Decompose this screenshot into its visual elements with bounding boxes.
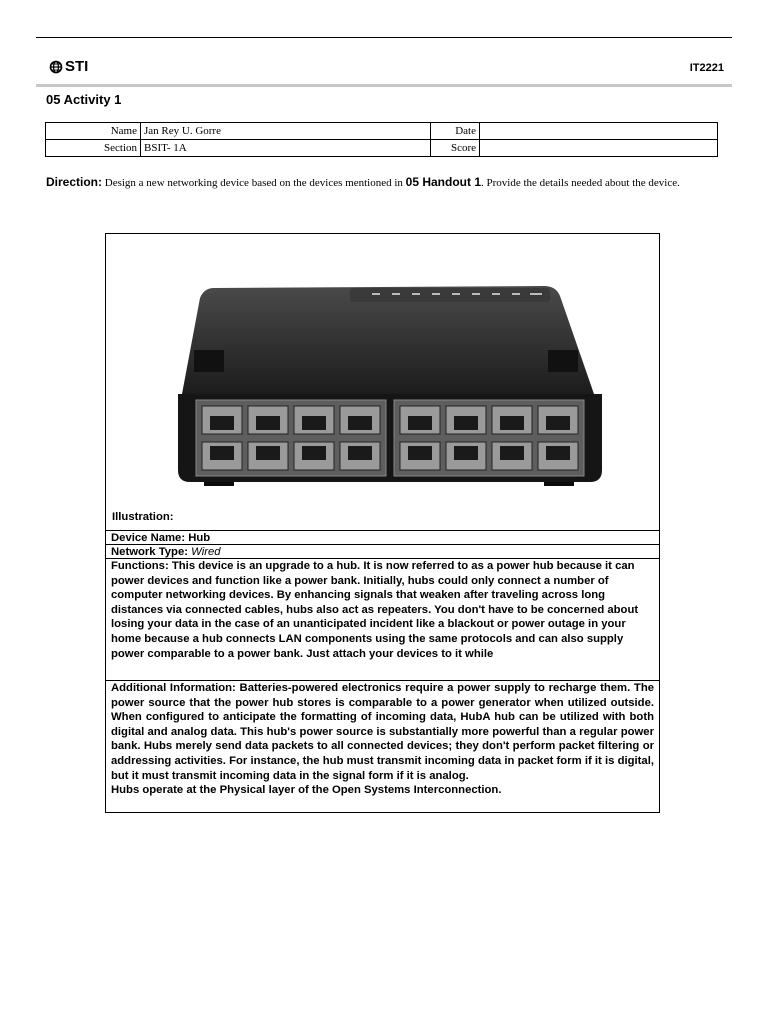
illustration-label: Illustration: (112, 511, 174, 523)
name-label: Name (46, 123, 141, 140)
additional-info-row (106, 680, 659, 812)
network-hub-image (174, 276, 606, 506)
device-name-value: Hub (188, 532, 211, 544)
device-name-row (106, 530, 659, 544)
logo-text: STI (65, 58, 89, 75)
sti-logo (48, 58, 88, 75)
device-name-label: Device Name: (111, 532, 186, 544)
header-rule (36, 37, 732, 38)
sti-logo-icon (48, 60, 64, 74)
functions-text: This device is an upgrade to a hub. It is now referred to as a power hub because it can power devices and function like a power bank. Initially, hubs could only connect a number of computer networking devices. By enhancing signals that weaken after traveling across long distances via connected cables, hubs also act as repeaters. You don't have to be concerned about losing your data in the case of an unanticipated incident like a blackout or power outage in your home because a hub connects LAN components using the same protocols and can also supply power comparable to a power bank. Just attach your devices to it while (111, 560, 639, 660)
direction-text-after: . Provide the details needed about the device. (481, 177, 680, 189)
functions-row (106, 558, 659, 680)
date-field[interactable] (480, 123, 718, 140)
section-field[interactable]: BSIT- 1A (141, 140, 431, 157)
network-type-row (106, 544, 659, 558)
direction-paragraph (46, 175, 722, 191)
functions-label: Functions: (111, 560, 169, 572)
direction-label: Direction: (46, 175, 103, 189)
student-info-table (45, 122, 718, 157)
device-details-box (105, 233, 660, 813)
section-label: Section (46, 140, 141, 157)
network-type-label: Network Type: (111, 546, 188, 558)
table-row (46, 140, 718, 157)
score-label: Score (431, 140, 480, 157)
title-divider (36, 84, 732, 87)
course-code: IT2221 (689, 62, 724, 74)
name-field[interactable]: Jan Rey U. Gorre (141, 123, 431, 140)
network-type-value: Wired (191, 546, 221, 558)
score-field[interactable] (480, 140, 718, 157)
handout-reference: 05 Handout 1 (405, 175, 482, 189)
additional-info-last-line: Hubs operate at the Physical layer of the Open Systems Interconnection. (111, 784, 502, 797)
additional-info-text: Batteries-powered electronics require a power supply to recharge them. The power source that the power hub stores is comparable to a power generator when utilized outside. When configured to anticipate the formatting of incoming data, HubA hub can be utilized with both digital and analog data. This hub's power source is substantially more powerful than a regular power bank. Hubs merely send data packets to all connected devices; they don't perform packet filtering or addressing activities. For instance, the hub must transmit incoming data in packet form if it is digital, but it must transmit incoming data in the signal form if it is analog. (111, 682, 654, 782)
page-title: 05 Activity 1 (46, 92, 122, 107)
date-label: Date (431, 123, 480, 140)
direction-text: Design a new networking device based on the devices mentioned in (104, 177, 403, 189)
additional-info-label: Additional Information: (111, 682, 236, 694)
table-row (46, 123, 718, 140)
